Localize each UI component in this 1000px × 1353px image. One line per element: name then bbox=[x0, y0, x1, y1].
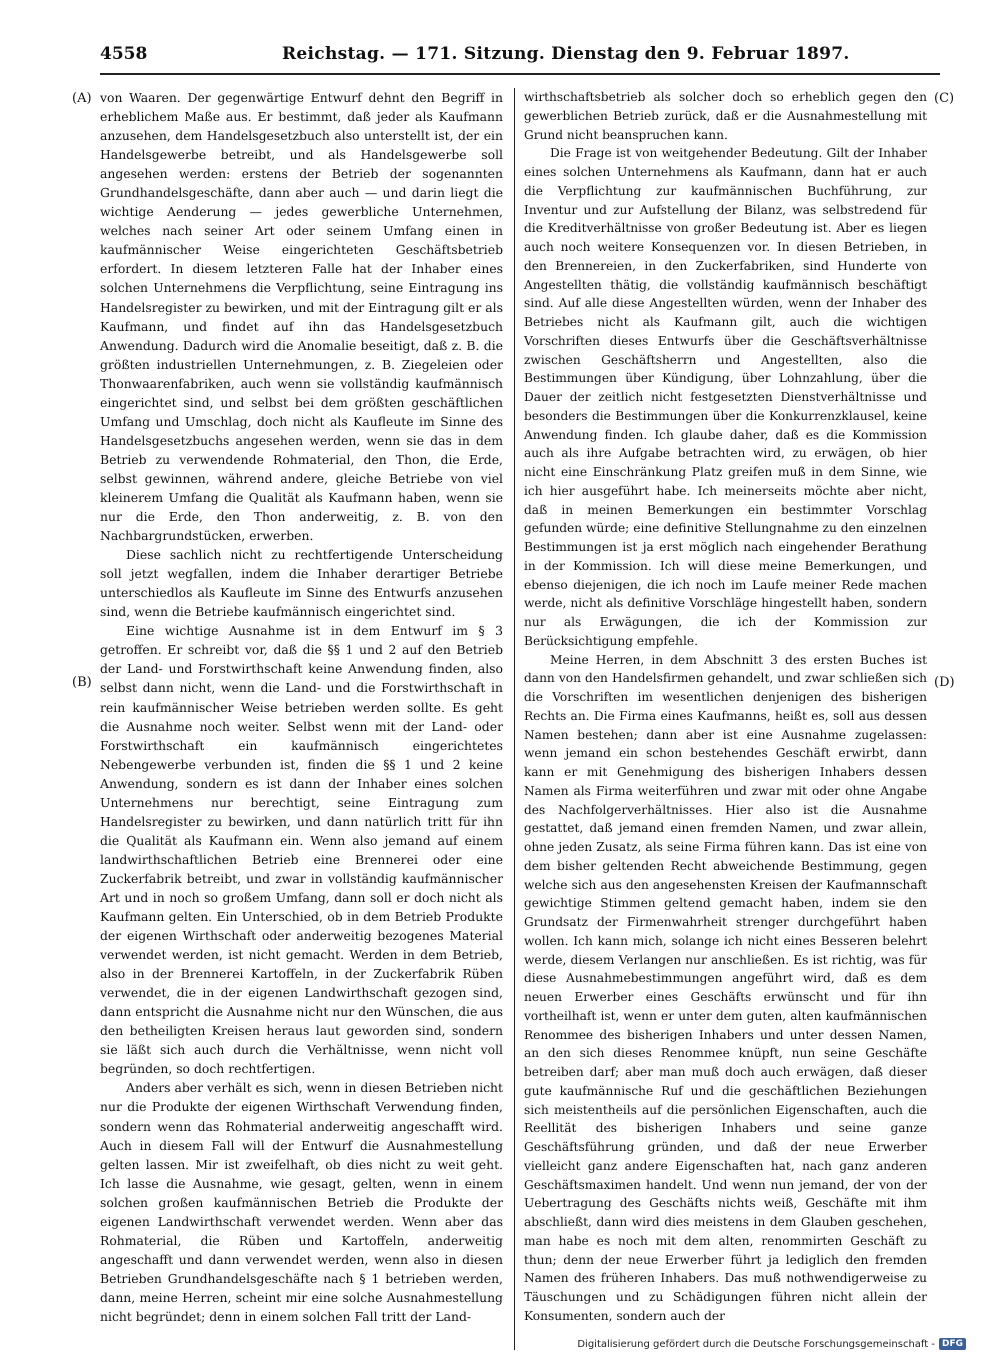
paragraph: Anders aber verhält es sich, wenn in diesen Betrieben nicht nur die Produkte der eigenen Wirthschaft Verwendung finden, sondern wenn das Rohmaterial anderweitig angeschafft wird. Auch in diesem Fall will der Entwurf die Ausnahmestellung gelten lassen. Mir ist zweifelhaft, ob dies nicht zu weit geht. Ich lasse die Ausnahme, wie gesagt, gelten, wenn in einem solchen großen kaufmännischen Betrieb die Produkte der eigenen Landwirthschaft verwendet werden. Wenn aber das Rohmaterial, die Rüben und Kartoffeln, anderweitig angeschafft und dann verwendet werden, wenn also in diesen Betrieben Grundhandelsgeschäfte nach § 1 betrieben werden, dann, meine Herren, scheint mir eine solche Ausnahmestellung nicht begründet; denn in einem solchen Fall tritt der Land- bbox=[100, 1080, 503, 1324]
paragraph: Meine Herren, in dem Abschnitt 3 des ersten Buches ist dann von den Handelsfirmen gehandelt, und zwar schließen sich die Vorschriften im wesentlichen denjenigen des bisherigen Rechts an. Die Firma eines Kaufmanns, heißt es, soll aus dessen Namen bestehen; dann aber ist eine Ausnahme zugelassen: wenn jemand ein schon bestehendes Geschäft erwirbt, dann kann er mit Genehmigung des bisherigen Inhabers dessen Namen als Firma weiterführen und zwar mit oder ohne Angabe des Nachfolgerverhältnisses. Hier also ist die Ausnahme gestattet, daß jemand einen fremden Namen, und zwar allein, ohne jeden Zusatz, als seine Firma führen kann. Das ist eine von dem bisher geltenden Recht abweichende Bestimmung, gegen welche sich aus den angesehensten Kreisen der Kaufmannschaft gewichtige Stimmen geltend gemacht haben, indem sie den Grundsatz der Firmenwahrheit strenger durchgeführt haben wollen. Ich kann mich, solange ich nicht eines Besseren belehrt werde, diesem Verlangen nur anschließen. Es ist richtig, was für diese Ausnahmebestimmungen angeführt wird, daß es dem neuen Erwerber eines Geschäfts erwünscht und für ihn vortheilhaft ist, wenn er unter dem guten, alten kaufmännischen Renommee des bisherigen Inhabers und unter dessen Namen, an den sich dieses Renommee knüpft, nun seine Geschäfte betreiben darf; aber man muß doch auch erwägen, daß dieser gute kaufmännische Ruf und die geschäftlichen Beziehungen sich meistentheils auf die persönlichen Eigenschaften, auch die Reellität des bisherigen Inhabers und seine ganze Geschäftsführung gründen, und daß der neue Erwerber vielleicht ganz andere Eigenschaften hat, nach ganz anderen Geschäftsmaximen handelt. Und wenn nun jemand, der von der Uebertragung des Geschäfts nichts weiß, Geschäfte mit ihm abschließt, dann wird dies meistens in dem Glauben geschehen, man habe es noch mit dem alten, renommirten Geschäft zu thun; denn der neue Erwerber führt ja lediglich den fremden Namen des früheren Inhabers. Das muß nothwendigerweise zu Täuschungen und zu Schädigungen führen nicht allein der Konsumenten, sondern auch der bbox=[524, 652, 927, 1323]
paragraph: Diese sachlich nicht zu rechtfertigende Unterscheidung soll jetzt wegfallen, indem die Inhaber derartiger Betriebe unterschiedlos als Kaufleute im Sinne des Entwurfs anzusehen sind, wenn die Betriebe kaufmännisch eingerichtet sind. bbox=[100, 547, 503, 620]
header-rule bbox=[100, 73, 940, 75]
page-number: 4558 bbox=[100, 44, 148, 64]
footer-credit: Digitalisierung gefördert durch die Deutsche Forschungsgemeinschaft - bbox=[577, 1338, 935, 1350]
margin-marker-b: (B) bbox=[72, 675, 92, 690]
paragraph: wirthschaftsbetrieb als solcher doch so erheblich gegen den gewerblichen Betrieb zurück, daß er die Ausnahmestellung mit Grund nicht beanspruchen kann. bbox=[524, 90, 927, 142]
dfg-logo: DFG bbox=[939, 1338, 966, 1350]
margin-marker-c: (C) bbox=[934, 91, 955, 106]
margin-marker-d: (D) bbox=[934, 675, 955, 690]
paragraph: Die Frage ist von weitgehender Bedeutung. Gilt der Inhaber eines solchen Unternehmens als Kaufmann, dann hat er auch die Verpflichtung zur kaufmännischen Buchführung, zur Inventur und zur Aufstellung der Bilanz, was selbstredend für die Kreditverhältnisse von großer Bedeutung ist. Aber es liegen auch noch weitere Konsequenzen vor. In diesen Betrieben, in den Brennereien, in den Zuckerfabriken, sind Hunderte von Angestellten thätig, die vollständig kaufmännisch beschäftigt sind. Auf alle diese Angestellten würden, wenn der Inhaber des Betriebes nicht als Kaufmann gilt, auch die wichtigen Vorschriften dieses Entwurfs über die Geschäftsverhältnisse zwischen Geschäftsherrn und Angestellten, also die Bestimmungen über Kündigung, über Lohnzahlung, über die Dauer der zeitlich nicht festgesetzten Dienstverhältnisse und besonders die Bestimmungen über die Konkurrenzklausel, keine Anwendung finden. Ich glaube daher, daß es die Kommission auch als ihre Aufgabe betrachten wird, zu erwägen, ob hier nicht eine Einschränkung Platz greifen muß in dem Sinne, wie ich hier ausgeführt habe. Ich meinerseits möchte aber nicht, daß in meinen Bemerkungen ein bestimmter Vorschlag gefunden würde; eine definitive Stellungnahme zu den einzelnen Bestimmungen ist ja erst möglich nach eingehender Berathung in der Kommission. Ich will diese meine Bemerkungen, und ebenso diejenigen, die ich noch im Laufe meiner Rede machen werde, nicht als definitive Vorschläge hingestellt haben, sondern nur als Erwägungen, die ich der Kommission zur Berücksichtigung empfehle. bbox=[524, 146, 927, 648]
paragraph: von Waaren. Der gegenwärtige Entwurf dehnt den Begriff in erheblichem Maße aus. Er bestimmt, daß jeder als Kaufmann anzusehen, dem Handelsgesetzbuch also unterstellt ist, der ein Handelsgewerbe betreibt, und als Handelsgewerbe soll angesehen werden: erstens der Betrieb der sogenannten Grundhandelsgeschäfte, dann aber auch — und darin liegt die wichtige Aenderung — jedes gewerbliche Unternehmen, welches nach seiner Art oder seinem Umfang einen in kaufmännischer Weise eingerichteten Geschäftsbetrieb erfordert. In diesem letzteren Falle hat der Inhaber eines solchen Unternehmens die Verpflichtung, seine Eintragung ins Handelsregister zu bewirken, und mit der Eintragung gilt er als Kaufmann, und findet auf ihn das Handelsgesetzbuch Anwendung. Dadurch wird die Anomalie beseitigt, daß z. B. die größten industriellen Unternehmungen, z. B. Ziegeleien oder Thonwaarenfabriken, auch wenn sie vollständig kaufmännisch eingerichtet sind, und selbst bei dem größten geschäftlichen Umfang und Umschlag, doch nicht als Kaufleute im Sinne des Handelsgesetzbuchs angesehen werden, wenn sie das in dem Betrieb zu verwendende Rohmaterial, den Thon, die Erde, selbst gewinnen, während andere, gleiche Betriebe von viel kleinerem Umfang die Qualität als Kaufmann haben, wenn sie nur die Erde, den Thon anderweitig, z. B. von den Nachbargrundstücken, erwerben. bbox=[100, 90, 503, 544]
right-column bbox=[524, 88, 927, 1326]
margin-marker-a: (A) bbox=[72, 91, 92, 106]
page-header bbox=[100, 44, 940, 72]
left-column bbox=[100, 88, 503, 1326]
footer bbox=[577, 1338, 966, 1350]
paragraph: Eine wichtige Ausnahme ist in dem Entwurf im § 3 getroffen. Er schreibt vor, daß die §§ 1 und 2 auf den Betrieb der Land- und Forstwirthschaft keine Anwendung finden, also selbst dann nicht, wenn die Land- und die Forstwirthschaft in rein kaufmännischer Weise betrieben werden sollte. Es geht die Ausnahme noch weiter. Selbst wenn mit der Land- oder Forstwirthschaft ein kaufmännisch eingerichtetes Nebengewerbe verbunden ist, finden die §§ 1 und 2 keine Anwendung, sondern es ist dann der Inhaber eines solchen Unternehmens nur berechtigt, seine Eintragung zum Handelsregister zu bewirken, und dann natürlich tritt für ihn die Qualität als Kaufmann ein. Wenn also jemand auf einem landwirthschaftlichen Betrieb eine Brennerei oder eine Zuckerfabrik betreibt, und zwar in vollständig kaufmännischer Art und in noch so großem Umfang, dann soll er doch nicht als Kaufmann gelten. Ein Unterschied, ob in dem Betrieb Produkte der eigenen Wirthschaft oder anderweitig bezogenes Material verwendet werden, ist nicht gemacht. Werden in dem Betrieb, also in der Brennerei Kartoffeln, in der Zuckerfabrik Rüben verwendet, die in der eigenen Landwirthschaft gezogen sind, dann entspricht die Ausnahme nicht nur den Wünschen, die aus den betheiligten Kreisen heraus laut geworden sind, sondern sie läßt sich auch durch die Verhältnisse, wenn nicht voll begründen, so doch rechtfertigen. bbox=[100, 623, 503, 1077]
running-title: Reichstag. — 171. Sitzung. Dienstag den 9. Februar 1897. bbox=[282, 44, 850, 64]
column-divider bbox=[514, 88, 515, 1350]
